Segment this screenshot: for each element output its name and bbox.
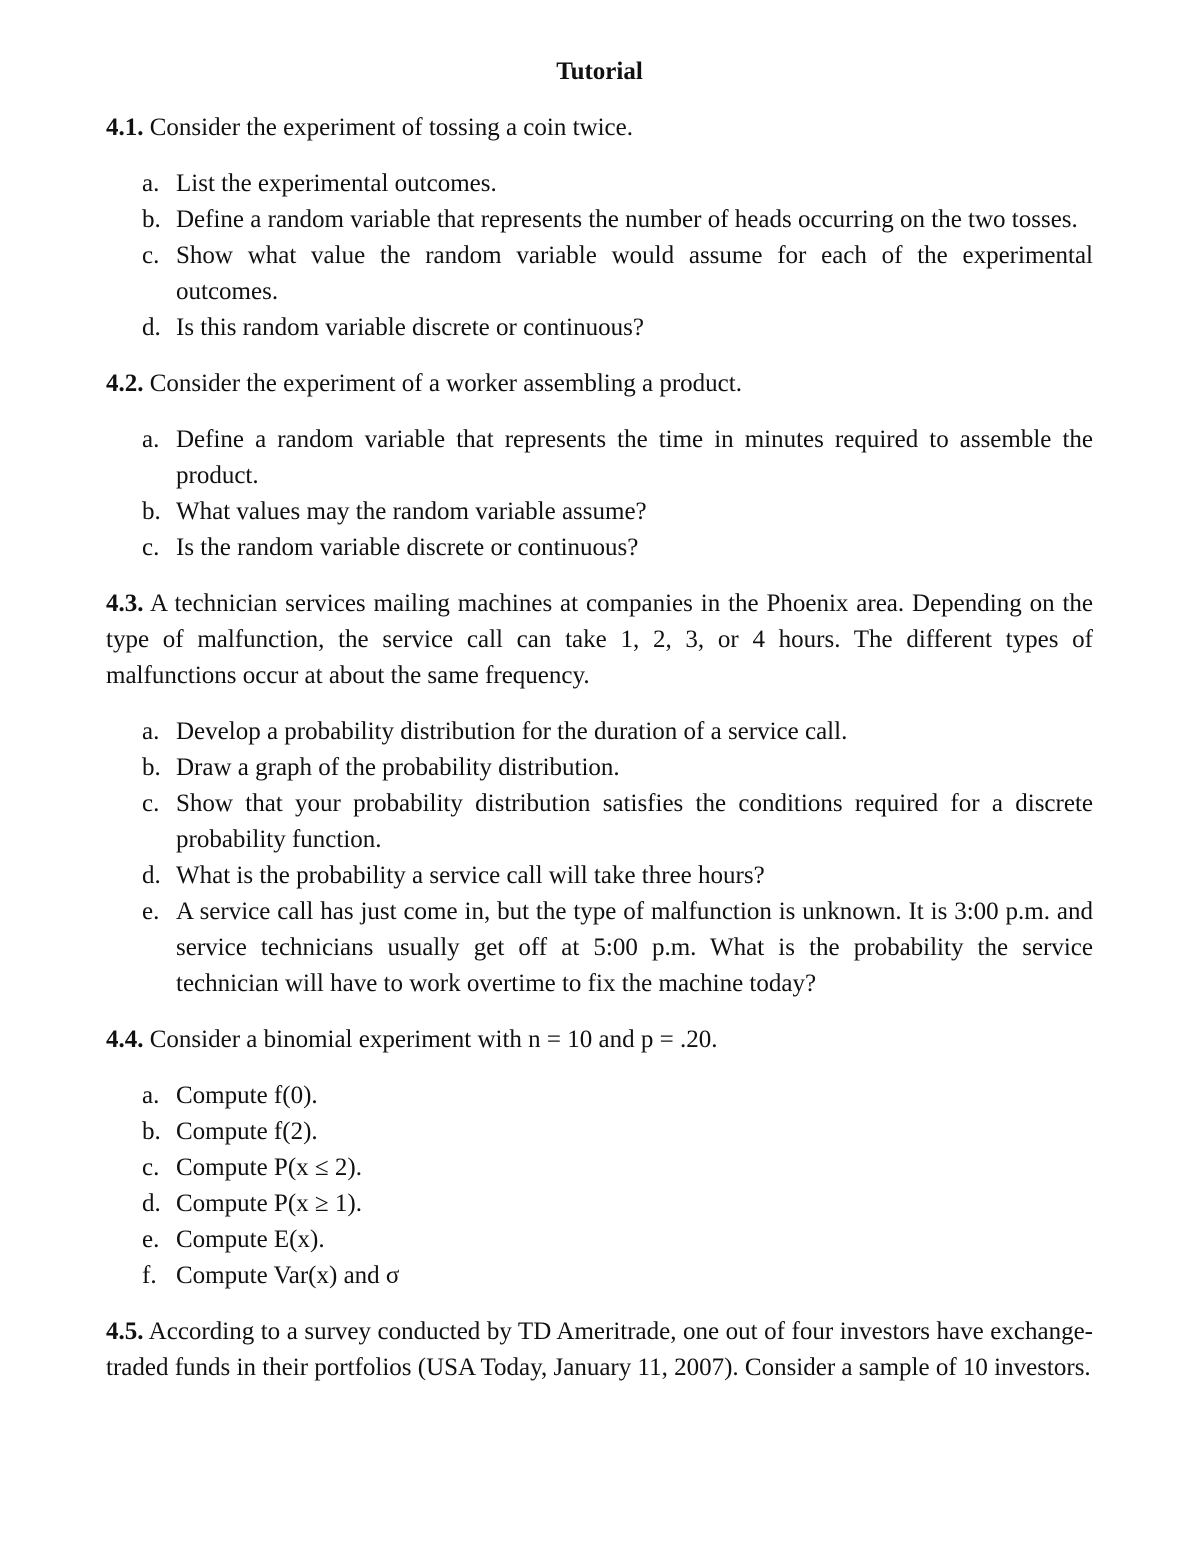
list-item bbox=[106, 894, 1093, 1002]
item-text: What values may the random variable assume? bbox=[176, 498, 647, 525]
item-letter: f. bbox=[142, 1262, 157, 1289]
list-item bbox=[106, 494, 1093, 530]
item-letter: e. bbox=[142, 1226, 160, 1253]
item-text: A service call has just come in, but the type of malfunction is unknown. It is 3:00 p.m. and service technicians usually get off at 5:00 p.m. What is the probability the service technician will have to work overtime to fix the machine today? bbox=[176, 898, 1093, 997]
item-text: Show what value the random variable would assume for each of the experimental outcomes. bbox=[176, 242, 1093, 305]
problem-4-2 bbox=[106, 366, 1093, 566]
list-item bbox=[106, 858, 1093, 894]
list-item bbox=[106, 310, 1093, 346]
item-text: Is the random variable discrete or continuous? bbox=[176, 534, 639, 561]
list-item bbox=[106, 1258, 1093, 1294]
problem-text: A technician services mailing machines at companies in the Phoenix area. Depending on the type of malfunction, the service call can take 1, 2, 3, or 4 hours. The different types of malfunctions occur at about the same frequency. bbox=[106, 590, 1094, 689]
item-text: Draw a graph of the probability distribution. bbox=[176, 754, 620, 781]
item-text: Define a random variable that represents the number of heads occurring on the two tosses. bbox=[176, 206, 1078, 233]
item-text: Compute f(2). bbox=[176, 1118, 318, 1145]
item-text: Compute E(x). bbox=[176, 1226, 325, 1253]
item-letter: a. bbox=[142, 718, 160, 745]
problem-number: 4.5. bbox=[106, 1318, 144, 1345]
problem-4-5 bbox=[106, 1314, 1093, 1386]
list-item bbox=[106, 422, 1093, 494]
item-letter: c. bbox=[142, 1154, 160, 1181]
page-title: Tutorial bbox=[556, 58, 643, 85]
problem-number: 4.3. bbox=[106, 590, 144, 617]
problem-statement bbox=[106, 366, 1093, 402]
sub-question-list bbox=[106, 166, 1093, 346]
list-item bbox=[106, 166, 1093, 202]
list-item bbox=[106, 1114, 1093, 1150]
item-letter: c. bbox=[142, 534, 160, 561]
list-item bbox=[106, 1222, 1093, 1258]
problem-4-1 bbox=[106, 110, 1093, 346]
item-letter: a. bbox=[142, 170, 160, 197]
item-text: Show that your probability distribution satisfies the conditions required for a discrete probability function. bbox=[176, 790, 1093, 853]
problem-statement bbox=[106, 1314, 1093, 1386]
item-text: Define a random variable that represents the time in minutes required to assemble the product. bbox=[176, 426, 1093, 489]
item-letter: b. bbox=[142, 206, 161, 233]
problem-number: 4.4. bbox=[106, 1026, 144, 1053]
problem-number: 4.1. bbox=[106, 114, 144, 141]
problem-text: Consider a binomial experiment with n = 10 and p = .20. bbox=[149, 1026, 718, 1053]
item-text: Compute P(x ≤ 2). bbox=[176, 1154, 362, 1181]
list-item bbox=[106, 530, 1093, 566]
sub-question-list bbox=[106, 422, 1093, 566]
sub-question-list bbox=[106, 1078, 1093, 1294]
problem-text: Consider the experiment of a worker assembling a product. bbox=[149, 370, 742, 397]
item-text: Develop a probability distribution for the duration of a service call. bbox=[176, 718, 848, 745]
problem-text: According to a survey conducted by TD Ameritrade, one out of four investors have exchange-traded funds in their portfolios (USA Today, January 11, 2007). Consider a sample of 10 investors. bbox=[106, 1318, 1093, 1381]
problem-number: 4.2. bbox=[106, 370, 144, 397]
list-item bbox=[106, 1186, 1093, 1222]
list-item bbox=[106, 1078, 1093, 1114]
item-letter: c. bbox=[142, 242, 160, 269]
list-item bbox=[106, 238, 1093, 310]
problem-4-4 bbox=[106, 1022, 1093, 1294]
item-letter: d. bbox=[142, 862, 161, 889]
list-item bbox=[106, 1150, 1093, 1186]
item-letter: d. bbox=[142, 314, 161, 341]
problem-statement bbox=[106, 110, 1093, 146]
list-item bbox=[106, 786, 1093, 858]
item-text: List the experimental outcomes. bbox=[176, 170, 497, 197]
problem-4-3 bbox=[106, 586, 1093, 1002]
item-text: Compute Var(x) and σ bbox=[176, 1262, 400, 1289]
problem-text: Consider the experiment of tossing a coin twice. bbox=[149, 114, 633, 141]
list-item bbox=[106, 714, 1093, 750]
item-letter: b. bbox=[142, 754, 161, 781]
item-letter: e. bbox=[142, 898, 160, 925]
item-text: Compute P(x ≥ 1). bbox=[176, 1190, 362, 1217]
list-item bbox=[106, 202, 1093, 238]
list-item bbox=[106, 750, 1093, 786]
item-letter: c. bbox=[142, 790, 160, 817]
item-text: Is this random variable discrete or continuous? bbox=[176, 314, 644, 341]
sub-question-list bbox=[106, 714, 1093, 1002]
item-letter: a. bbox=[142, 1082, 160, 1109]
item-letter: b. bbox=[142, 498, 161, 525]
item-text: What is the probability a service call will take three hours? bbox=[176, 862, 765, 889]
item-letter: a. bbox=[142, 426, 160, 453]
item-text: Compute f(0). bbox=[176, 1082, 318, 1109]
item-letter: b. bbox=[142, 1118, 161, 1145]
problem-statement bbox=[106, 586, 1093, 694]
problem-statement bbox=[106, 1022, 1093, 1058]
item-letter: d. bbox=[142, 1190, 161, 1217]
